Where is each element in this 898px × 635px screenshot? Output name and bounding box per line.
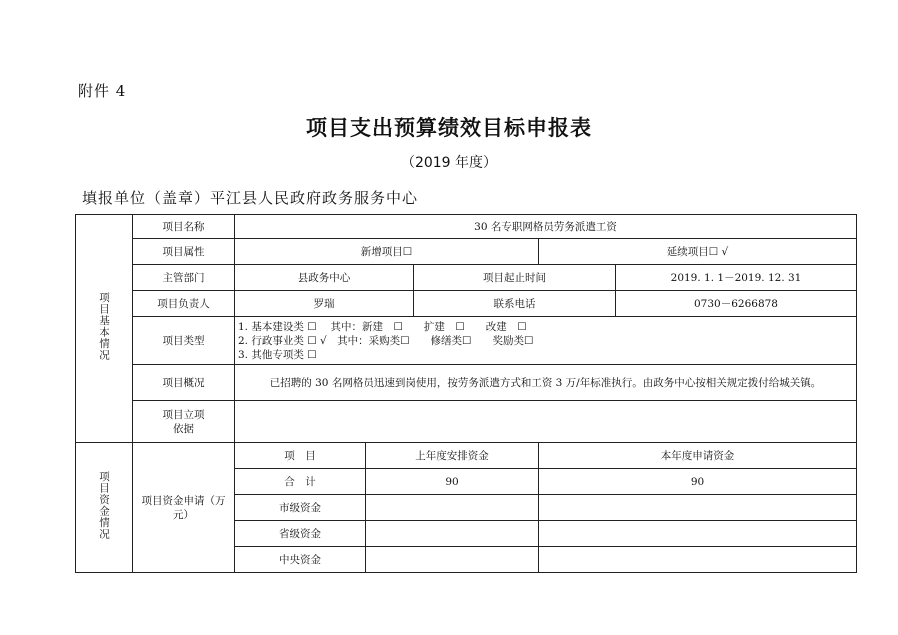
row-basis [76, 401, 857, 443]
col-this-year: 本年度申请资金 [539, 443, 857, 469]
phone-value: 0730－6266878 [616, 291, 857, 317]
leader-value: 罗瑞 [235, 291, 414, 317]
project-name-value: 30 名专职网格员劳务派遣工资 [235, 215, 857, 239]
fund-row-name: 市级资金 [235, 495, 366, 521]
attribute-label: 项目属性 [133, 239, 235, 265]
type-options [235, 317, 857, 365]
fund-row-name: 合 计 [235, 469, 366, 495]
budget-form-table [75, 214, 857, 573]
row-leader [76, 291, 857, 317]
fund-row-last[interactable] [366, 521, 539, 547]
row-type [76, 317, 857, 365]
fund-row-this[interactable] [539, 521, 857, 547]
fund-row-name: 中央资金 [235, 547, 366, 573]
row-attribute [76, 239, 857, 265]
overview-value: 已招聘的 30 名网格员迅速到岗使用，按劳务派遣方式和工资 3 万/年标准执行。由政务中心按相关规定拨付给城关镇。 [235, 365, 857, 401]
attribute-continue[interactable]: 延续项目☐ √ [539, 239, 857, 265]
col-last-year: 上年度安排资金 [366, 443, 539, 469]
form-year: （2019 年度） [400, 155, 498, 171]
overview-label: 项目概况 [133, 365, 235, 401]
row-project-name [76, 215, 857, 239]
dept-label: 主管部门 [133, 265, 235, 291]
fund-row-this[interactable]: 90 [539, 469, 857, 495]
row-department [76, 265, 857, 291]
fund-section-label: 项目资金情况 [76, 443, 133, 573]
fund-row-this[interactable] [539, 495, 857, 521]
basis-label: 项目立项 依据 [133, 401, 235, 443]
form-title: 项目支出预算绩效目标申报表 [306, 116, 592, 140]
row-fund-header [76, 443, 857, 469]
fund-apply-label: 项目资金申请（万元） [133, 443, 235, 573]
basic-section-label: 项目基本情况 [76, 215, 133, 443]
basis-value[interactable] [235, 401, 857, 443]
type-label: 项目类型 [133, 317, 235, 365]
attribute-new[interactable]: 新增项目☐ [235, 239, 539, 265]
col-item: 项 目 [235, 443, 366, 469]
attachment-label: 附件 4 [78, 82, 127, 100]
type-option-administrative[interactable]: 2. 行政事业类 ☐ √ 其中：采购类☐ 修缮类☐ 奖励类☐ [238, 334, 534, 347]
fund-row-last[interactable] [366, 495, 539, 521]
type-option-other[interactable]: 3. 其他专项类 ☐ [238, 348, 317, 361]
fund-row-name: 省级资金 [235, 521, 366, 547]
fund-row-this[interactable] [539, 547, 857, 573]
fund-row-last[interactable] [366, 547, 539, 573]
leader-label: 项目负责人 [133, 291, 235, 317]
dept-value: 县政务中心 [235, 265, 414, 291]
fund-row-last[interactable]: 90 [366, 469, 539, 495]
reporting-unit: 填报单位（盖章）平江县人民政府政务服务中心 [82, 189, 419, 207]
project-name-label: 项目名称 [133, 215, 235, 239]
row-overview [76, 365, 857, 401]
period-value: 2019. 1. 1－2019. 12. 31 [616, 265, 857, 291]
period-label: 项目起止时间 [414, 265, 616, 291]
phone-label: 联系电话 [414, 291, 616, 317]
type-option-basic-construction[interactable]: 1. 基本建设类 ☐ 其中：新建 ☐ 扩建 ☐ 改建 ☐ [238, 320, 527, 333]
